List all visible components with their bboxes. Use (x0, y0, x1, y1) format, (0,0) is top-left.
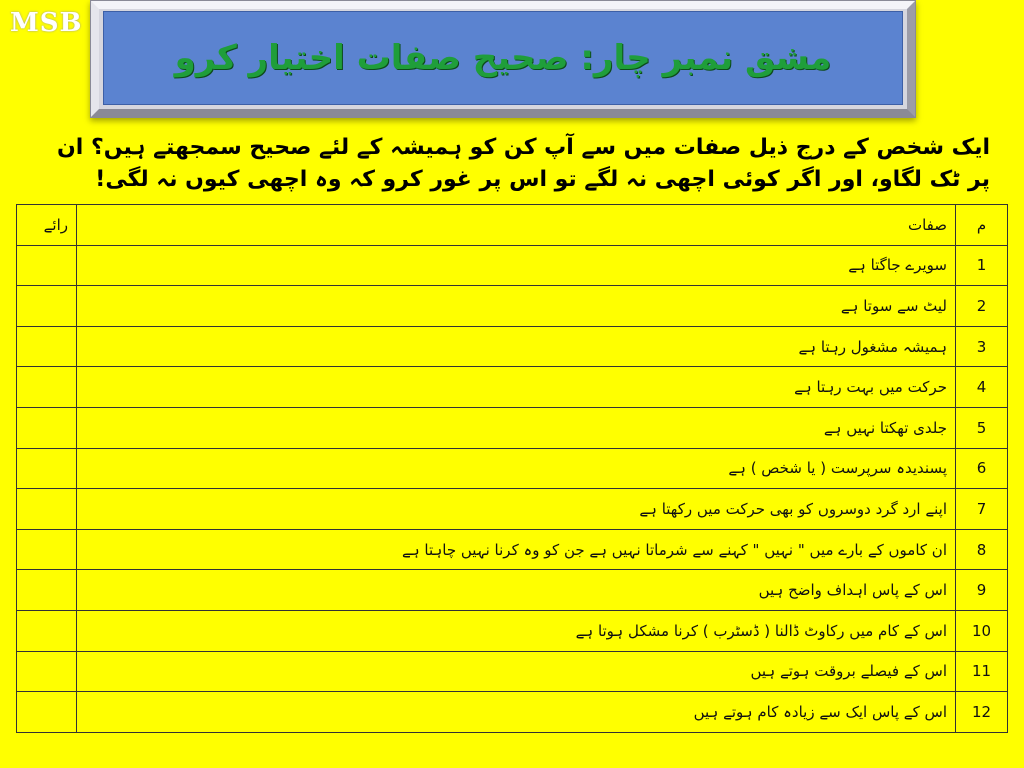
trait-cell: اس کے کام میں رکاوٹ ڈالنا ( ڈسٹرب ) کرنا مشکل ہوتا ہے (77, 610, 956, 651)
table-row (17, 448, 1008, 489)
trait-cell: اس کے پاس اہداف واضح ہیں (77, 570, 956, 611)
trait-cell: ان کاموں کے بارے میں " نہیں " کہنے سے شرماتا نہیں ہے جن کو وہ کرنا نہیں چاہتا ہے (77, 529, 956, 570)
opinion-cell[interactable] (17, 570, 77, 611)
opinion-cell[interactable] (17, 326, 77, 367)
opinion-cell[interactable] (17, 610, 77, 651)
trait-cell: لیٹ سے سوتا ہے (77, 286, 956, 327)
table-row (17, 286, 1008, 327)
row-number: 1 (956, 245, 1008, 286)
row-number: 7 (956, 489, 1008, 530)
table-header-row (17, 205, 1008, 246)
opinion-cell[interactable] (17, 245, 77, 286)
opinion-cell[interactable] (17, 692, 77, 733)
row-number: 2 (956, 286, 1008, 327)
table-row (17, 570, 1008, 611)
table-row (17, 326, 1008, 367)
table-row (17, 651, 1008, 692)
header-opinion: رائے (17, 205, 77, 246)
row-number: 9 (956, 570, 1008, 611)
msb-logo: MSB (10, 8, 83, 38)
opinion-cell[interactable] (17, 651, 77, 692)
trait-cell: اس کے فیصلے بروقت ہوتے ہیں (77, 651, 956, 692)
opinion-cell[interactable] (17, 286, 77, 327)
opinion-cell[interactable] (17, 529, 77, 570)
row-number: 3 (956, 326, 1008, 367)
row-number: 4 (956, 367, 1008, 408)
table-body (17, 245, 1008, 732)
trait-cell: جلدی تھکتا نہیں ہے (77, 407, 956, 448)
opinion-cell[interactable] (17, 367, 77, 408)
opinion-cell[interactable] (17, 448, 77, 489)
instructions-text: ایک شخص کے درج ذیل صفات میں سے آپ کن کو ہمیشہ کے لئے صحیح سمجھتے ہیں؟ ان پر ٹک لگاو، اور اگر کوئی اچھی نہ لگے تو اس پر غور کرو کہ وہ اچھی کیوں نہ لگی! (57, 135, 990, 192)
header-traits: صفات (77, 205, 956, 246)
row-number: 8 (956, 529, 1008, 570)
slide-title: مشق نمبر چار: صحیح صفات اختیار کرو (174, 38, 832, 78)
table-row (17, 692, 1008, 733)
trait-cell: اس کے پاس ایک سے زیادہ کام ہوتے ہیں (77, 692, 956, 733)
row-number: 5 (956, 407, 1008, 448)
table-row (17, 407, 1008, 448)
trait-cell: ہمیشہ مشغول رہتا ہے (77, 326, 956, 367)
trait-cell: حرکت میں بہت رہتا ہے (77, 367, 956, 408)
table-row (17, 529, 1008, 570)
opinion-cell[interactable] (17, 407, 77, 448)
table-row (17, 610, 1008, 651)
opinion-cell[interactable] (17, 489, 77, 530)
row-number: 10 (956, 610, 1008, 651)
row-number: 6 (956, 448, 1008, 489)
table-row (17, 367, 1008, 408)
row-number: 11 (956, 651, 1008, 692)
traits-table (16, 204, 1008, 733)
row-number: 12 (956, 692, 1008, 733)
trait-cell: پسندیدہ سرپرست ( یا شخص ) ہے (77, 448, 956, 489)
trait-cell: اپنے ارد گرد دوسروں کو بھی حرکت میں رکھتا ہے (77, 489, 956, 530)
header-number: م (956, 205, 1008, 246)
title-banner (103, 11, 903, 105)
trait-cell: سویرے جاگتا ہے (77, 245, 956, 286)
table-row (17, 489, 1008, 530)
table-row (17, 245, 1008, 286)
title-frame (90, 0, 916, 118)
